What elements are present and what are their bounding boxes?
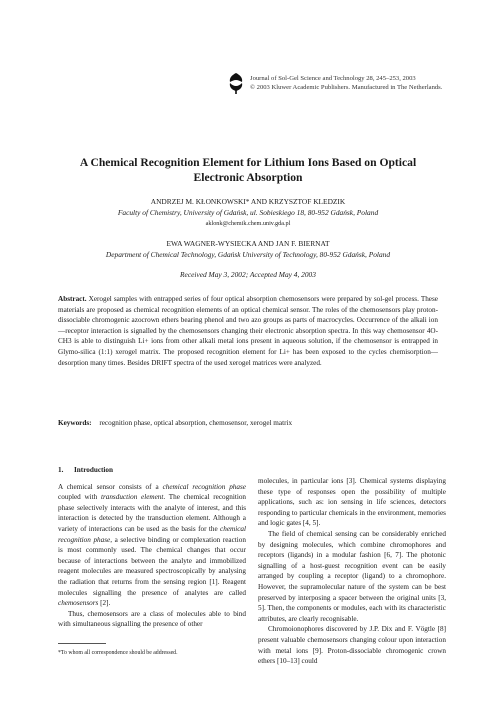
- text-run: A chemical sensor consists of a: [58, 482, 163, 491]
- right-paragraph-1: molecules, in particular ions [3]. Chemical systems displaying these type of responses open the possibility of multiple applications, such as: ion sensing in life sciences, detectors responding to particular chemicals in the environment, memories and logic gates [4, 5].: [258, 477, 446, 528]
- abstract-text: Xerogel samples with entrapped series of four optical absorption chemosensors were prepared by sol-gel process. These materials are proposed as chemical recognition elements of an optical chemical sensor. The roles of the chemosensors play proton-dissociable chromogenic azocrown ethers bearing phenol and two azo groups as parts of macrocycles. Occurrence of the alkali ion—receptor interaction is signalled by the chemosensors changing their electronic absorption spectra. In this way chemosensor 4O-CH3 is able to distinguish Li+ ions from other alkali metal ions present in aqueous solution, if the chemosensor is entrapped in Glymo-silica (1:1) xerogel matrix. The proposed recognition element for Li+ has been exposed to the cycles chemisorption—desorption many times. Besides DRIFT spectra of the used xerogel matrices were analyzed.: [58, 295, 438, 367]
- author-block-2: [40, 238, 456, 260]
- section-heading: [58, 465, 246, 476]
- footnote: *To whom all correspondence should be addressed.: [58, 650, 178, 656]
- section-title: Introduction: [74, 466, 114, 474]
- intro-paragraph-2: Thus, chemosensors are a class of molecules able to bind with simultaneous signalling the presence of other: [58, 609, 246, 629]
- keywords-label: Keywords:: [58, 419, 92, 427]
- author-names-1: ANDRZEJ M. KŁONKOWSKI* AND KRZYSZTOF KLEDZIK: [150, 197, 346, 206]
- author-names-2: EWA WAGNER-WYSIECKA AND JAN F. BIERNAT: [166, 239, 330, 248]
- right-paragraph-2: The field of chemical sensing can be considerably enriched by designing molecules, which combine chromophores and receptors (ligands) in a modular fashion [6, 7]. The photonic signalling of a host-guest recognition event can be easily arranged by coupling a receptor (ligand) to a chromophore. However, the supramolecular nature of the system can be best preserved by interposing a spacer between the original units [3, 5]. Then, the components or modules, each with its characteristic attributes, are clearly recognisable.: [258, 529, 446, 623]
- affiliation-1: Faculty of Chemistry, University of Gdańsk, ul. Sobieskiego 18, 80-952 Gdańsk, Poland: [117, 208, 379, 217]
- journal-citation: Journal of Sol-Gel Science and Technology 28, 245–253, 2003: [250, 75, 416, 82]
- section-number: 1.: [58, 466, 64, 474]
- title-line-2: Electronic Absorption: [193, 171, 303, 184]
- keywords: [58, 419, 438, 427]
- abstract-label: Abstract.: [58, 295, 87, 303]
- paper-title: [40, 155, 456, 185]
- copyright-line: © 2003 Kluwer Academic Publishers. Manufactured in The Netherlands.: [250, 84, 443, 91]
- author-block-1: [40, 196, 456, 229]
- abstract: [58, 294, 438, 368]
- right-column: [258, 476, 446, 667]
- emphasis: chemosensors: [58, 599, 99, 608]
- author-email: aklonk@chemik.chem.univ.gda.pl: [205, 220, 291, 227]
- right-paragraph-3: Chromoionophores discovered by J.P. Dix and F. Vögtle [8] present valuable chemosensors changing colour upon interaction with metal ions [9]. Proton-dissociable chromogenic crown ethers [10–13] could: [258, 625, 446, 666]
- title-line-1: A Chemical Recognition Element for Lithium Ions Based on Optical: [79, 156, 417, 169]
- text-run: . The chemical recognition phase selectively interacts with the analyte of interest, and this interaction is detected by the transduction element. Although a variety of interactions can be used as the basis for the: [58, 493, 247, 533]
- footnote-rule: [58, 643, 106, 644]
- text-run: [2].: [98, 599, 111, 608]
- left-column: [58, 465, 246, 630]
- emphasis: transduction element: [100, 493, 164, 502]
- emphasis: chemical recognition phase: [58, 524, 246, 544]
- received-dates: Received May 3, 2002; Accepted May 4, 2003: [180, 270, 316, 279]
- publisher-logo-icon: [226, 71, 246, 95]
- emphasis: chemical recognition phase: [162, 482, 246, 491]
- keywords-text: recognition phase, optical absorption, chemosensor, xerogel matrix: [99, 419, 293, 427]
- affiliation-2: Department of Chemical Technology, Gdańsk University of Technology, 80-952 Gdańsk, Poland: [105, 250, 391, 259]
- text-run: coupled with: [58, 493, 101, 502]
- text-run: , a selective binding or complexation reaction is most commonly used. The chemical changes that occur because of interactions between the analyte and immobilized reagent molecules are measured spectroscopically by analysing the radiation that returns from the sensing region [1]. Reagent molecules signalling the presence of analytes are called: [58, 535, 246, 597]
- intro-paragraph-1: [58, 482, 246, 609]
- journal-header: [250, 74, 470, 92]
